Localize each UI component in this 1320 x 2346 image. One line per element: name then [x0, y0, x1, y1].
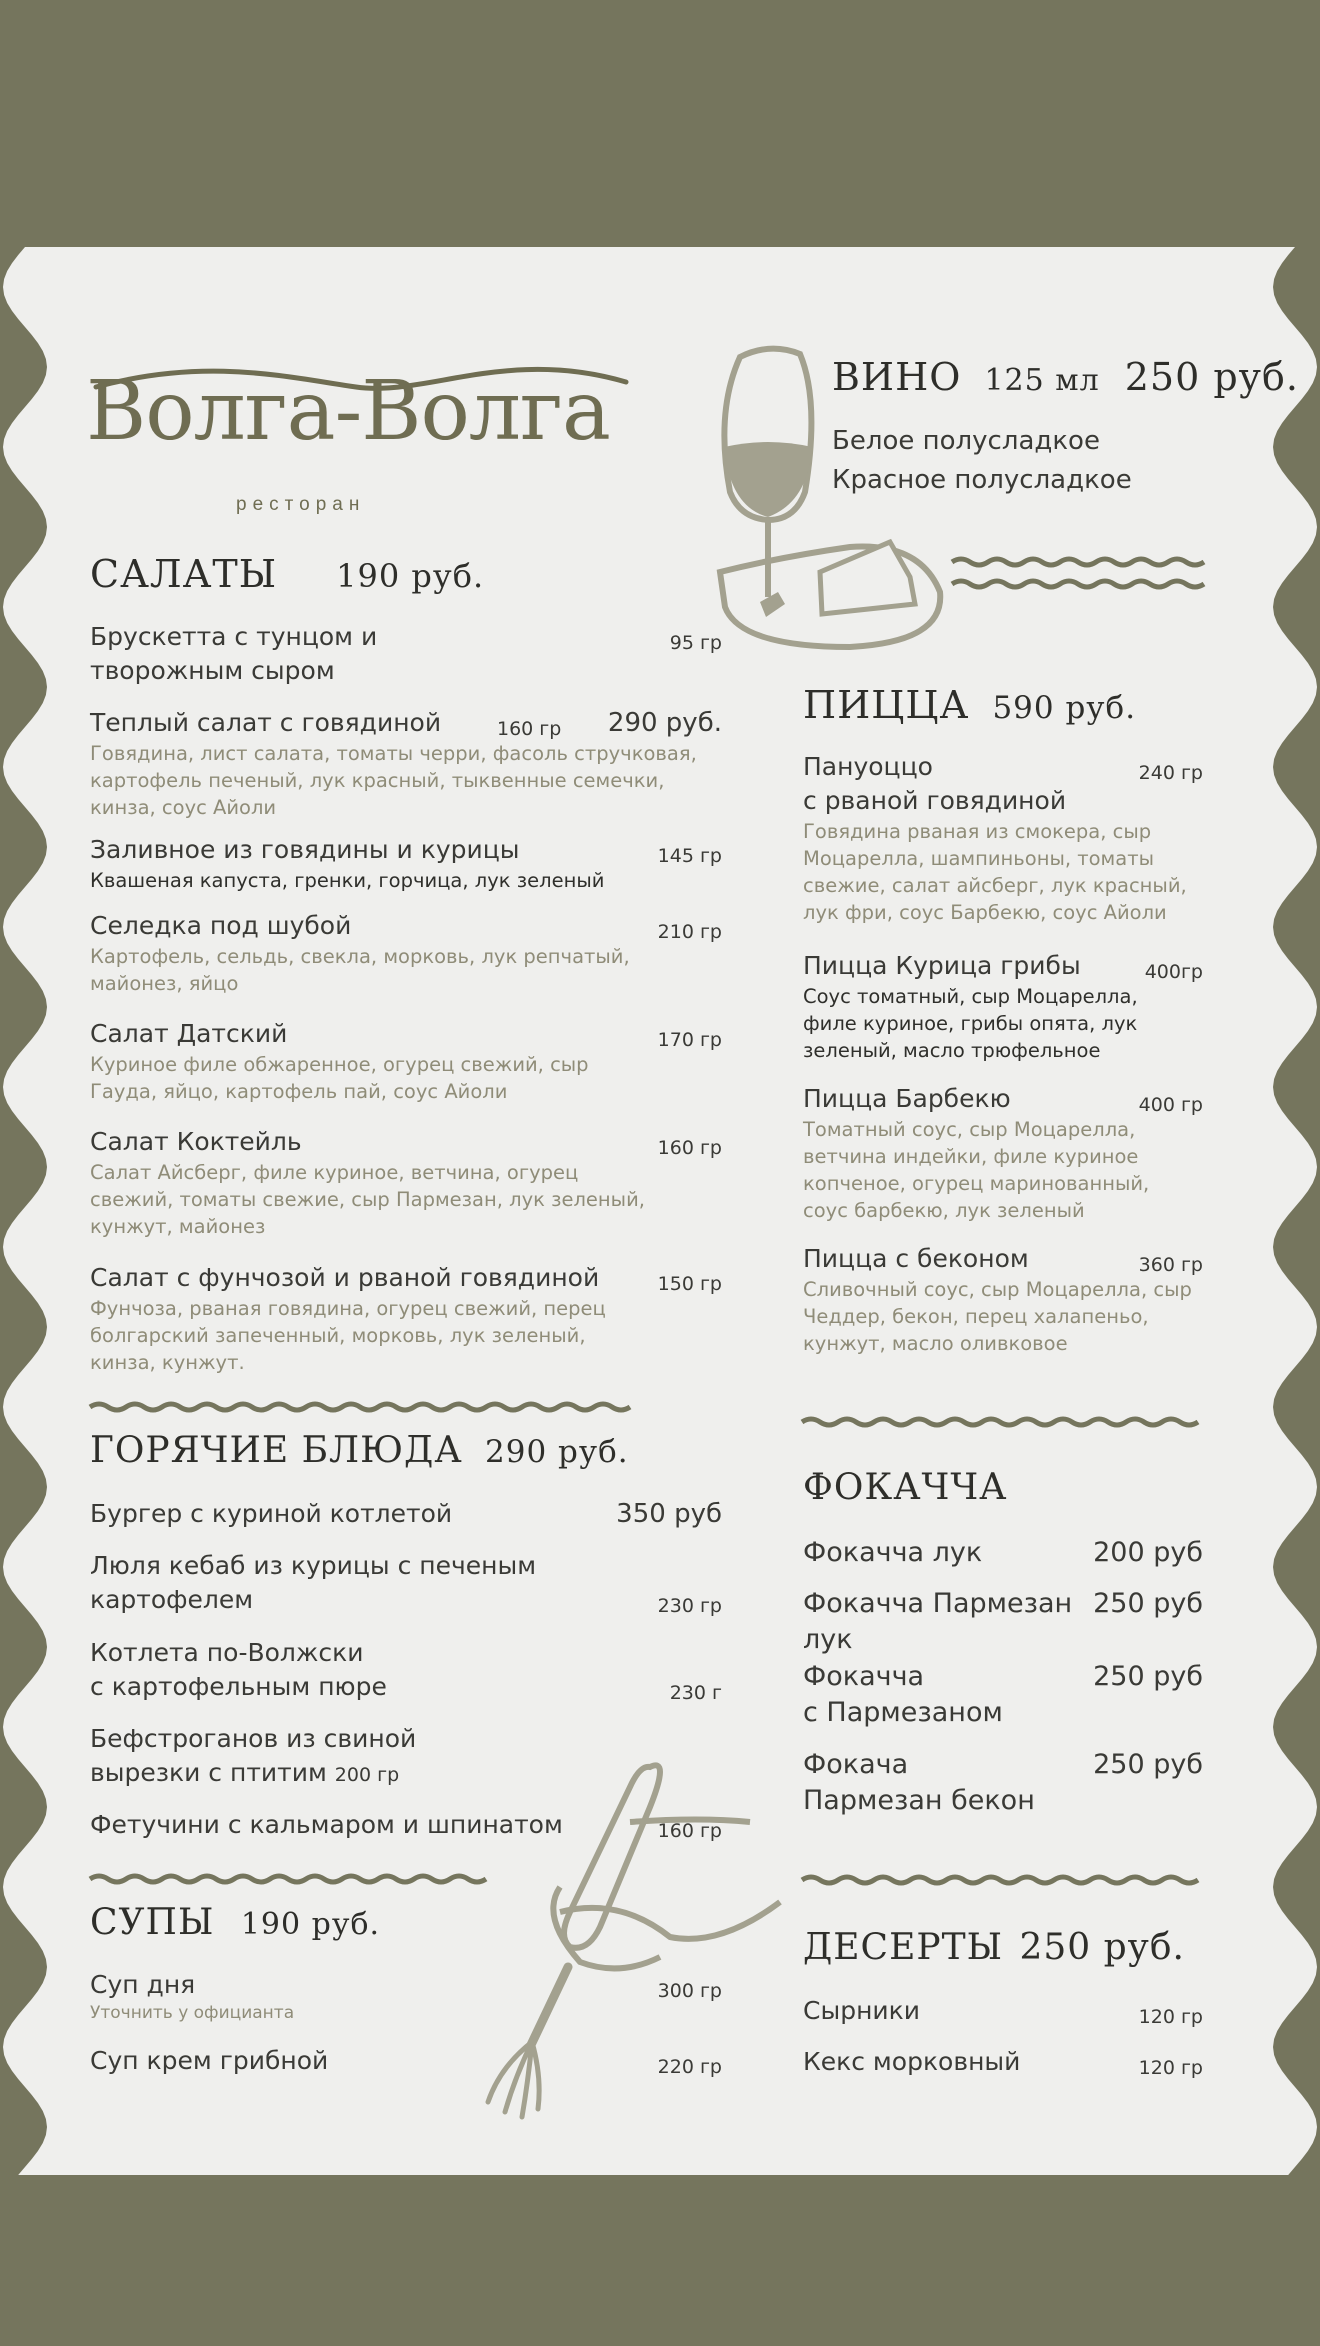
menu-item: [803, 750, 1203, 926]
item-weight: 145 гр: [657, 845, 722, 867]
menu-item: [803, 1082, 1203, 1224]
item-note: Уточнить у официанта: [90, 2003, 295, 2023]
item-weight: 220 гр: [657, 2056, 722, 2078]
menu-sheet: [0, 247, 1320, 2175]
wine-item: Белое полусладкое: [832, 426, 1100, 456]
item-name: Пармезан бекон: [803, 1785, 1035, 1816]
item-name: Фокачча лук: [803, 1537, 983, 1568]
wave-divider: [88, 1869, 518, 1889]
item-weight: 160 гр: [497, 718, 562, 740]
soups-title: СУПЫ: [90, 1902, 215, 1943]
menu-item: [90, 706, 722, 821]
item-weight: 160 гр: [657, 1137, 722, 1159]
item-description: Говядина, лист салата, томаты черри, фасоль стручковая,: [90, 742, 697, 765]
pizza-price: 590 руб.: [992, 690, 1137, 726]
menu-item: [90, 1636, 722, 1704]
item-description: копченое, огурец маринованный,: [803, 1172, 1150, 1195]
item-name: Сырники: [803, 1996, 921, 2025]
menu-item: [803, 1242, 1203, 1357]
menu-item: [90, 1017, 722, 1105]
item-description: кунжут, майонез: [90, 1215, 266, 1238]
item-description: Квашеная капуста, гренки, горчица, лук зеленый: [90, 869, 605, 892]
hot-header: [90, 1430, 629, 1471]
item-price: 250 руб: [1093, 1661, 1203, 1692]
item-description: Чеддер, бекон, перец халапеньо,: [803, 1305, 1149, 1328]
item-weight: 150 гр: [657, 1273, 722, 1295]
item-description: Томатный соус, сыр Моцарелла,: [803, 1118, 1136, 1141]
logo-text: Волга-Волга: [86, 364, 610, 459]
item-price: 250 руб: [1093, 1588, 1203, 1619]
desserts-title: ДЕСЕРТЫ: [803, 1927, 1004, 1968]
item-weight: 360 гр: [1138, 1254, 1203, 1276]
item-weight: 210 гр: [657, 921, 722, 943]
item-description: Фунчоза, рваная говядина, огурец свежий, перец: [90, 1297, 606, 1320]
item-description: Моцарелла, шампиньоны, томаты: [803, 847, 1154, 870]
menu-item: [803, 1747, 1203, 1819]
item-price: 250 руб: [1093, 1749, 1203, 1780]
item-name: Пануоццо: [803, 752, 933, 781]
item-description: кинза, кунжут.: [90, 1351, 245, 1374]
item-price: 350 руб: [616, 1499, 722, 1529]
item-weight: 160 гр: [657, 1820, 722, 1842]
item-name: Пицца Курица грибы: [803, 951, 1081, 980]
item-name: Пицца Барбекю: [803, 1084, 1011, 1113]
item-description: свежие, салат айсберг, лук красный,: [803, 874, 1187, 897]
menu-item: [90, 1497, 722, 1531]
item-name: вырезки с птитим: [90, 1758, 327, 1787]
fork-hand-icon: [470, 1747, 790, 2127]
item-name: творожным сыром: [90, 656, 335, 685]
item-name: Фокачча: [803, 1661, 925, 1692]
item-name: Суп крем грибной: [90, 2046, 329, 2075]
item-weight: 400 гр: [1138, 1094, 1203, 1116]
wine-header: [832, 355, 1299, 399]
wave-divider: [800, 1870, 1230, 1890]
desserts-price: 250 руб.: [1019, 1927, 1185, 1968]
menu-item: [803, 1586, 1203, 1658]
wine-title: ВИНО: [832, 355, 962, 399]
item-weight: 120 гр: [1138, 2057, 1203, 2079]
item-name: Фокача: [803, 1749, 909, 1780]
wave-divider: [950, 574, 1210, 594]
hot-title: ГОРЯЧИЕ БЛЮДА: [90, 1430, 463, 1471]
item-description: кинза, соус Айоли: [90, 796, 277, 819]
wine-item: Красное полусладкое: [832, 465, 1132, 495]
item-name: Фокачча Пармезан: [803, 1588, 1073, 1619]
item-description: картофель печеный, лук красный, тыквенные семечки,: [90, 769, 665, 792]
logo-subtitle: ресторан: [236, 494, 366, 515]
item-description: майонез, яйцо: [90, 972, 239, 995]
menu-item: [803, 2045, 1203, 2079]
hot-price: 290 руб.: [485, 1434, 629, 1470]
menu-item: [803, 1659, 1203, 1731]
pizza-title: ПИЦЦА: [803, 683, 970, 727]
item-description: филе куриное, грибы опята, лук: [803, 1012, 1138, 1035]
wine-price: 250 руб.: [1124, 355, 1299, 399]
menu-item: [803, 1994, 1203, 2028]
focaccia-title: ФОКАЧЧА: [803, 1467, 1008, 1508]
desserts-header: [803, 1927, 1185, 1968]
menu-item: [803, 949, 1203, 1064]
item-weight: 120 гр: [1138, 2006, 1203, 2028]
item-weight: 170 гр: [657, 1029, 722, 1051]
item-weight: 230 гр: [657, 1595, 722, 1617]
wave-divider: [950, 552, 1210, 572]
item-name: Заливное из говядины и курицы: [90, 835, 520, 864]
item-weight: 200 гр: [334, 1764, 400, 1786]
item-name: Брускетта с тунцом и: [90, 622, 378, 651]
menu-item: [90, 620, 722, 688]
item-name: Фетучини с кальмаром и шпинатом: [90, 1810, 563, 1839]
item-name: картофелем: [90, 1585, 254, 1614]
menu-item: [803, 1535, 1203, 1571]
item-name: Бефстроганов из свиной: [90, 1724, 417, 1753]
item-name: Суп дня: [90, 1970, 196, 1999]
item-description: свежий, томаты свежие, сыр Пармезан, лук зеленый,: [90, 1188, 645, 1211]
menu-item: [90, 909, 722, 997]
item-name: с Пармезаном: [803, 1697, 1003, 1728]
item-description: ветчина индейки, филе куриное: [803, 1145, 1139, 1168]
item-name: Салат Коктейль: [90, 1127, 302, 1156]
item-description: Говядина рваная из смокера, сыр: [803, 820, 1152, 843]
item-description: зеленый, масло трюфельное: [803, 1039, 1101, 1062]
item-name: Люля кебаб из курицы с печеным: [90, 1551, 537, 1580]
item-description: кунжут, масло оливковое: [803, 1332, 1068, 1355]
item-weight: 400гр: [1144, 961, 1203, 983]
focaccia-header: [803, 1467, 1007, 1508]
item-description: Гауда, яйцо, картофель пай, соус Айоли: [90, 1080, 508, 1103]
menu-item: [90, 1125, 722, 1240]
item-name: лук: [803, 1624, 853, 1655]
item-name: Салат Датский: [90, 1019, 288, 1048]
menu-item: [90, 1549, 722, 1617]
item-description: Куриное филе обжаренное, огурец свежий, сыр: [90, 1053, 589, 1076]
wave-divider: [800, 1412, 1230, 1432]
item-price: 290 руб.: [607, 708, 722, 738]
item-name: Теплый салат с говядиной: [90, 708, 442, 737]
item-name: Салат с фунчозой и рваной говядиной: [90, 1263, 600, 1292]
item-description: лук фри, соус Барбекю, соус Айоли: [803, 901, 1167, 924]
item-name: с картофельным пюре: [90, 1672, 387, 1701]
item-name: Селедка под шубой: [90, 911, 352, 940]
salads-header: [90, 552, 484, 596]
item-description: Соус томатный, сыр Моцарелла,: [803, 985, 1138, 1008]
soups-header: [90, 1902, 380, 1943]
item-weight: 95 гр: [669, 632, 722, 654]
soups-price: 190 руб.: [240, 1907, 381, 1942]
salads-title: САЛАТЫ: [90, 552, 278, 596]
item-price: 200 руб: [1093, 1537, 1203, 1568]
item-name: Пицца с беконом: [803, 1244, 1029, 1273]
item-description: Салат Айсберг, филе куриное, ветчина, огурец: [90, 1161, 579, 1184]
item-description: Картофель, сельдь, свекла, морковь, лук репчатый,: [90, 945, 630, 968]
wine-volume: 125 мл: [984, 363, 1100, 398]
menu-item: [90, 833, 722, 894]
salads-price: 190 руб.: [336, 557, 485, 595]
item-name: Кекс морковный: [803, 2047, 1021, 2076]
item-description: Сливочный соус, сыр Моцарелла, сыр: [803, 1278, 1192, 1301]
item-weight: 230 г: [669, 1682, 722, 1704]
wave-divider: [88, 1397, 648, 1417]
pizza-header: [803, 683, 1136, 727]
wine-list: [832, 422, 1132, 500]
menu-item: [90, 1261, 722, 1376]
item-description: соус барбекю, лук зеленый: [803, 1199, 1085, 1222]
item-name: с рваной говядиной: [803, 786, 1067, 815]
item-name: Котлета по-Волжски: [90, 1638, 364, 1667]
item-name: Бургер с куриной котлетой: [90, 1499, 453, 1528]
item-weight: 300 гр: [657, 1980, 722, 2002]
item-weight: 240 гр: [1138, 762, 1203, 784]
item-description: болгарский запеченный, морковь, лук зеленый,: [90, 1324, 586, 1347]
